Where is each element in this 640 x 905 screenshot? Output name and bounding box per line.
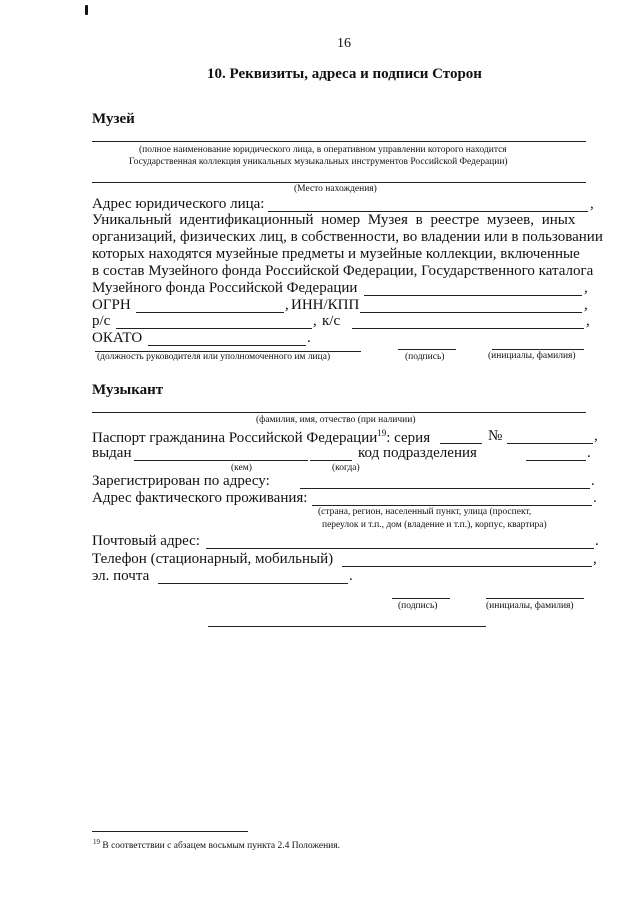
issued-label: выдан (92, 445, 132, 461)
footnote (93, 838, 340, 851)
musician-initials-line[interactable] (486, 598, 584, 599)
musician-initials-caption: (инициалы, фамилия) (486, 601, 574, 611)
closing-divider (208, 626, 486, 627)
scan-mark (85, 5, 88, 15)
museum-initials-caption: (инициалы, фамилия) (488, 351, 576, 361)
ogrn-line[interactable] (136, 312, 284, 313)
period: . (593, 490, 597, 506)
location-caption: (Место нахождения) (294, 184, 377, 194)
email-line[interactable] (158, 583, 348, 584)
address-caption-2: переулок и т.п., дом (владение и т.п.), корпус, квартира) (322, 520, 547, 530)
footnote-ref: 19 (377, 428, 387, 438)
period: . (595, 533, 599, 549)
okato-line[interactable] (148, 345, 306, 346)
issued-when-line[interactable] (310, 460, 352, 461)
phone-line[interactable] (342, 566, 592, 567)
comma: , (285, 297, 289, 313)
number-label: № (488, 428, 503, 444)
passport-series-line[interactable] (440, 443, 482, 444)
footnote-divider (92, 831, 248, 832)
passport-label-text: Паспорт гражданина Российской Федерации (92, 430, 378, 446)
registered-line[interactable] (300, 488, 590, 489)
registry-line-4: в состав Музейного фонда Российской Федерации, Государственного каталога (92, 263, 594, 279)
address-caption-1: (страна, регион, населенный пункт, улица (проспект, (318, 507, 532, 517)
comma: , (313, 313, 317, 329)
okato-label: ОКАТО (92, 330, 143, 346)
dept-code-line[interactable] (526, 460, 586, 461)
period: . (307, 330, 311, 346)
org-caption-1: (полное наименование юридического лица, в оперативном управлении которого находится (139, 145, 507, 155)
postal-label: Почтовый адрес: (92, 533, 200, 549)
period: . (591, 473, 595, 489)
registry-number-line[interactable] (364, 295, 582, 296)
issued-by-line[interactable] (134, 460, 308, 461)
footnote-number: 19 (93, 838, 100, 846)
rs-label: р/с (92, 313, 111, 329)
fio-line[interactable] (92, 412, 586, 413)
footnote-text: В соответствии с абзацем восьмым пункта 2.4 Положения. (100, 841, 341, 852)
legal-address-label: Адрес юридического лица: (92, 196, 265, 212)
musician-heading: Музыкант (92, 382, 164, 398)
registry-line-1: Уникальный идентификационный номер Музея в реестре музеев, иных (92, 212, 576, 228)
inn-line[interactable] (360, 312, 582, 313)
museum-position-caption: (должность руководителя или уполномоченного им лица) (97, 352, 331, 362)
comma: , (594, 428, 598, 444)
email-label: эл. почта (92, 568, 150, 584)
musician-sign-line[interactable] (392, 598, 450, 599)
ogrn-label: ОГРН (92, 297, 131, 313)
comma: , (593, 551, 597, 567)
fio-caption: (фамилия, имя, отчество (при наличии) (256, 415, 416, 425)
museum-heading: Музей (92, 111, 135, 127)
rs-line[interactable] (116, 328, 312, 329)
passport-number-line[interactable] (507, 443, 593, 444)
org-caption-2: Государственная коллекция уникальных музыкальных инструментов Российской Федерации) (129, 157, 508, 167)
by-whom-caption: (кем) (231, 463, 252, 473)
inn-label: ИНН/КПП (291, 297, 360, 313)
org-name-line[interactable] (92, 141, 586, 142)
section-title: 10. Реквизиты, адреса и подписи Сторон (207, 66, 482, 82)
postal-line[interactable] (206, 548, 594, 549)
period: . (587, 445, 591, 461)
comma: , (590, 196, 594, 212)
when-caption: (когда) (332, 463, 360, 473)
museum-sign-line[interactable] (398, 349, 456, 350)
phone-label: Телефон (стационарный, мобильный) (92, 551, 334, 567)
musician-sign-caption: (подпись) (398, 601, 438, 611)
ks-label: к/с (322, 313, 341, 329)
ks-line[interactable] (352, 328, 584, 329)
registered-label: Зарегистрирован по адресу: (92, 473, 270, 489)
comma: , (586, 313, 590, 329)
comma: , (584, 280, 588, 296)
museum-sign-caption: (подпись) (405, 352, 445, 362)
comma: , (584, 297, 588, 313)
dept-code-label: код подразделения (358, 445, 477, 461)
museum-initials-line[interactable] (492, 349, 584, 350)
registry-line-3: которых находятся музейные предметы и музейные коллекции, включенные (92, 246, 580, 262)
location-line[interactable] (92, 182, 586, 183)
actual-address-line[interactable] (312, 505, 592, 506)
series-label: : серия (386, 430, 431, 446)
registry-line-2: организаций, физических лиц, в собственности, во владении или в пользовании (92, 229, 603, 245)
period: . (349, 568, 353, 584)
registry-line-5: Музейного фонда Российской Федерации (92, 280, 358, 296)
actual-address-label: Адрес фактического проживания: (92, 490, 308, 506)
page-number: 16 (337, 36, 351, 51)
